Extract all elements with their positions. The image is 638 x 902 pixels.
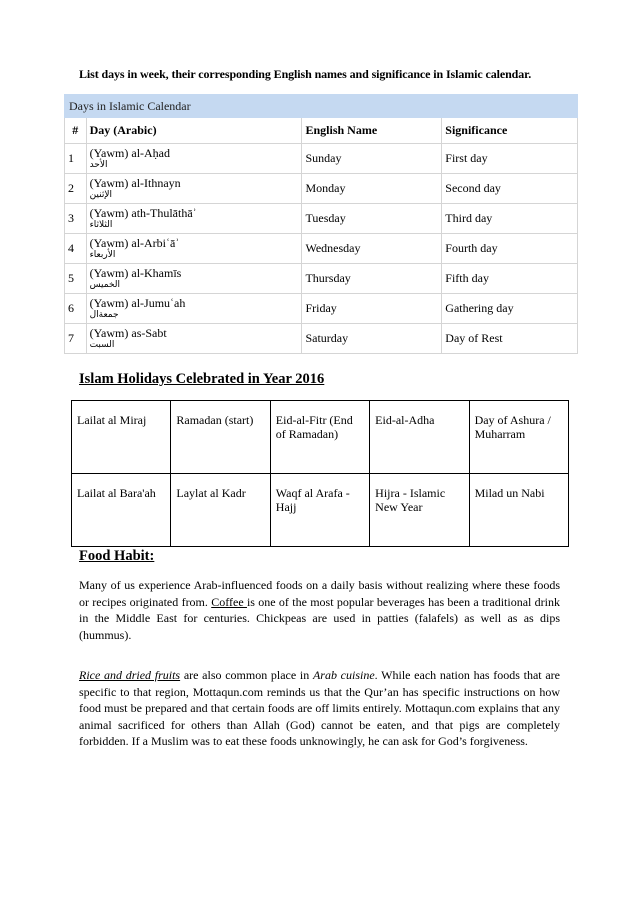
day-arabic-script: الثلاثاء (89, 219, 113, 230)
row-number: 5 (65, 264, 87, 294)
paragraph-text: . While each nation has foods that are specific to that region, Mottaqun.com reminds us that the Qur’an has specific instructions on how food must be prepared and that certain foods are off limits entirely. Mottaqun.com explains that any animal sacrificed for others than Allah (God) cannot be eaten, and that pigs are completely forbidden. If a Muslim was to eat these foods unknowingly, he can ask for God’s forgiveness. (79, 668, 560, 748)
holiday-cell: Ramadan (start) (171, 401, 270, 474)
table-row (65, 264, 578, 294)
day-arabic-cell (86, 234, 302, 264)
table-row (72, 474, 569, 547)
day-arabic-script: الإثنين (89, 189, 112, 200)
day-arabic-cell (86, 264, 302, 294)
paragraph-text: is one of the most popular beverages has been a traditional drink in the Middle East for centuries. Chickpeas are used in patties (falafels) as well as as dips (hummus). (79, 594, 561, 642)
day-arabic-cell (86, 294, 302, 324)
day-transliteration: (Yawm) al-Khamīs (89, 265, 182, 280)
row-number: 3 (65, 204, 87, 234)
table-row (65, 294, 578, 324)
calendar-header-row (65, 118, 578, 144)
day-arabic-cell (86, 174, 302, 204)
day-transliteration: (Yawm) al-Aḥad (89, 145, 171, 160)
holiday-cell: Lailat al Miraj (72, 401, 171, 474)
english-name-cell: Tuesday (302, 204, 442, 234)
islamic-calendar-table (64, 94, 578, 354)
header-day-arabic: Day (Arabic) (86, 118, 302, 144)
significance-cell: Fourth day (442, 234, 578, 264)
paragraph-text: Many of us experience Arab-influenced foods on a daily basis without realizing where these foods or recipes originated from. (79, 578, 560, 609)
english-name-cell: Saturday (302, 324, 442, 354)
significance-cell: Third day (442, 204, 578, 234)
food-paragraph-2 (79, 667, 560, 750)
english-name-cell: Sunday (302, 144, 442, 174)
header-number: # (65, 118, 87, 144)
day-arabic-script: الأربعاء (89, 249, 116, 260)
day-arabic-cell (86, 144, 302, 174)
table-row (65, 174, 578, 204)
table-row (72, 401, 569, 474)
holiday-cell: Waqf al Arafa - Hajj (270, 474, 369, 547)
table-row (65, 324, 578, 354)
day-transliteration: (Yawm) as-Sabt (89, 325, 167, 340)
row-number: 4 (65, 234, 87, 264)
english-name-cell: Thursday (302, 264, 442, 294)
day-transliteration: (Yawm) al-Jumuʿah (89, 295, 186, 310)
intro-text: List days in week, their corresponding English names and significance in Islamic calendar. (79, 67, 532, 81)
english-name-cell: Friday (302, 294, 442, 324)
row-number: 7 (65, 324, 87, 354)
holiday-cell: Milad un Nabi (469, 474, 568, 547)
day-arabic-cell (86, 204, 302, 234)
holiday-cell: Hijra - Islamic New Year (370, 474, 469, 547)
paragraph-text: are also common place in (180, 668, 313, 682)
day-arabic-script: السبت (89, 339, 115, 350)
calendar-title-row (65, 95, 578, 118)
header-significance: Significance (442, 118, 578, 144)
table-row (65, 204, 578, 234)
significance-cell: First day (442, 144, 578, 174)
english-name-cell: Wednesday (302, 234, 442, 264)
table-row (65, 144, 578, 174)
rice-and-dried-fruits-link[interactable]: Rice and dried fruits (79, 668, 181, 682)
day-transliteration: (Yawm) al-Arbiʿāʾ (89, 235, 180, 250)
holiday-cell: Laylat al Kadr (171, 474, 270, 547)
holiday-cell: Eid-al-Adha (370, 401, 469, 474)
food-paragraph-1 (79, 577, 560, 643)
calendar-title: Days in Islamic Calendar (65, 95, 578, 118)
day-arabic-cell (86, 324, 302, 354)
holiday-cell: Day of Ashura / Muharram (469, 401, 568, 474)
significance-cell: Second day (442, 174, 578, 204)
day-arabic-script: جمعةال (89, 309, 119, 320)
row-number: 2 (65, 174, 87, 204)
significance-cell: Day of Rest (442, 324, 578, 354)
significance-cell: Gathering day (442, 294, 578, 324)
arab-cuisine-text: Arab cuisine (312, 668, 375, 682)
holidays-heading: Islam Holidays Celebrated in Year 2016 (79, 371, 325, 387)
day-arabic-script: الأحد (89, 159, 108, 170)
english-name-cell: Monday (302, 174, 442, 204)
header-english-name: English Name (302, 118, 442, 144)
holiday-cell: Eid-al-Fitr (End of Ramadan) (270, 401, 369, 474)
row-number: 1 (65, 144, 87, 174)
holidays-table (71, 400, 569, 547)
day-transliteration: (Yawm) al-Ithnayn (89, 175, 181, 190)
table-row (65, 234, 578, 264)
day-arabic-script: الخميس (89, 279, 121, 290)
coffee-link[interactable]: Coffee (211, 594, 247, 609)
day-transliteration: (Yawm) ath-Thulāthāʾ (89, 205, 197, 220)
food-habit-heading: Food Habit: (79, 548, 155, 564)
significance-cell: Fifth day (442, 264, 578, 294)
holiday-cell: Lailat al Bara'ah (72, 474, 171, 547)
row-number: 6 (65, 294, 87, 324)
